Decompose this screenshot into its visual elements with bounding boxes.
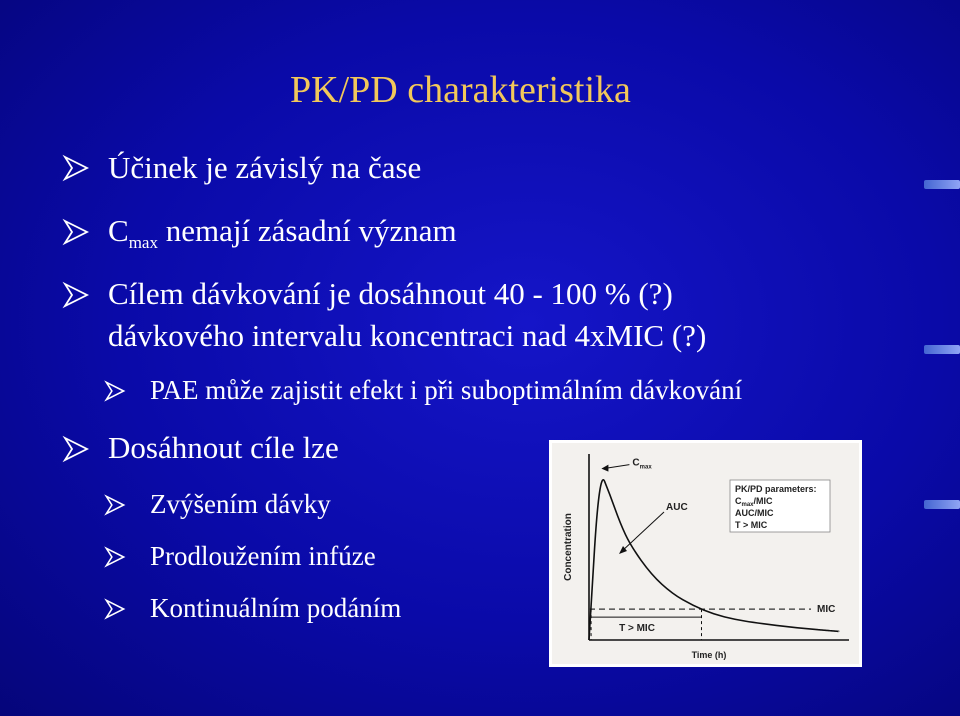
arrowhead-bullet-icon	[62, 435, 90, 463]
sub-bullet-continuous: Kontinuálním podáním	[150, 593, 402, 623]
cmax-subscript: max	[128, 233, 158, 253]
tmic-label: T > MIC	[619, 623, 655, 635]
y-axis-label: Concentration	[563, 513, 574, 581]
x-axis-label: Time (h)	[691, 650, 727, 660]
arrowhead-bullet-icon	[62, 218, 90, 246]
bullet-dosing-target-line1: Cílem dávkování je dosáhnout 40 - 100 % (?)	[108, 276, 673, 311]
sub-bullet-increase-dose: Zvýšením dávky	[150, 489, 331, 519]
pkpd-chart	[549, 440, 862, 667]
bullet-cmax	[108, 213, 457, 253]
bullet-dosing-target-line2: dávkového intervalu koncentraci nad 4xMIC (?)	[108, 318, 707, 353]
cmax-c: C	[108, 213, 129, 248]
bullet-time-dependent: Účinek je závislý na čase	[108, 150, 422, 185]
legend-title: PK/PD parameters:	[735, 484, 817, 494]
slide-title: PK/PD charakteristika	[290, 69, 631, 111]
legend-item-tmic: T > MIC	[735, 520, 768, 530]
arrowhead-bullet-icon	[62, 281, 90, 309]
bullet-achieve-target: Dosáhnout cíle lze	[108, 430, 339, 465]
decorative-bar-3	[924, 500, 960, 509]
cmax-annotation: $C_{max}$	[632, 457, 652, 471]
sub-bullet-prolong-infusion: Prodloužením infúze	[150, 541, 376, 571]
sub-bullet-pae: PAE může zajistit efekt i při suboptimálním dávkování	[150, 375, 743, 405]
arrowhead-bullet-icon	[104, 494, 126, 516]
cmax-rest: nemají zásadní význam	[157, 213, 457, 248]
arrowhead-bullet-icon	[104, 546, 126, 568]
legend-item-cmax-mic: $C_{max}$/MIC	[735, 496, 773, 508]
arrowhead-bullet-icon	[104, 380, 126, 402]
auc-annotation: AUC	[666, 502, 688, 513]
pkpd-chart-svg	[549, 440, 862, 667]
decorative-bar-1	[924, 180, 960, 189]
arrowhead-bullet-icon	[62, 154, 90, 182]
legend-item-auc-mic: AUC/MIC	[735, 508, 774, 518]
mic-label: MIC	[817, 604, 836, 616]
decorative-bar-2	[924, 345, 960, 354]
arrowhead-bullet-icon	[104, 598, 126, 620]
chart-plot-background	[552, 443, 859, 664]
